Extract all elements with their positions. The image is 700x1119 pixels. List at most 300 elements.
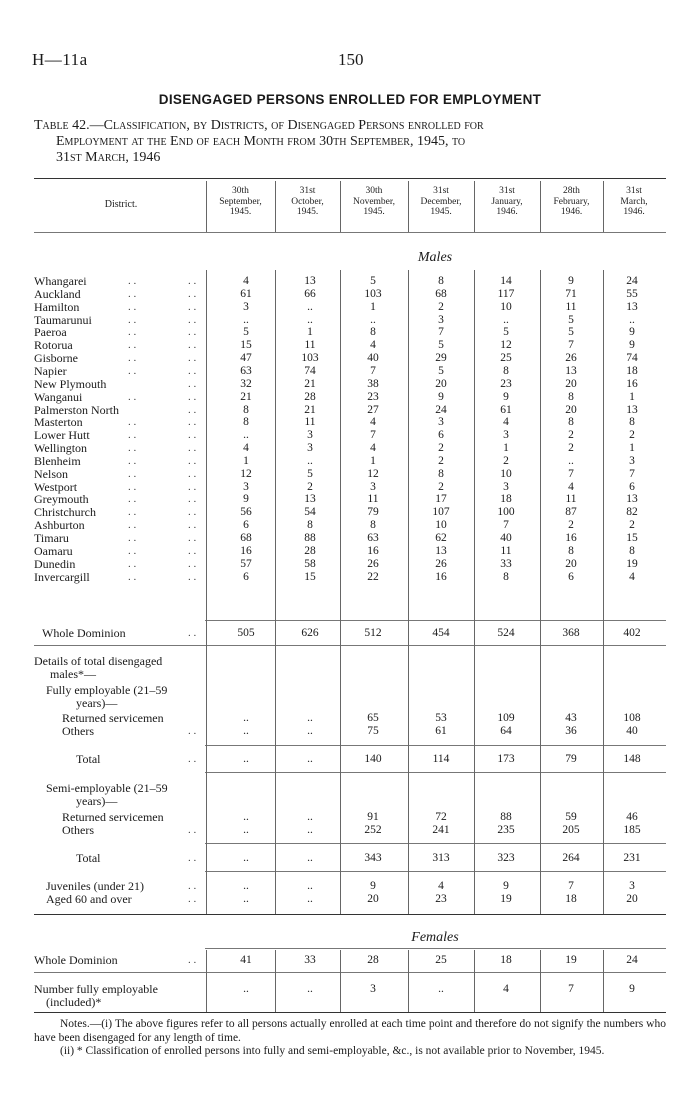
table-cell: 28 (304, 545, 316, 557)
table-cell: 7 (370, 365, 376, 377)
column-header-month (474, 186, 540, 228)
table-row (0, 753, 700, 766)
leader-dots: . . (188, 455, 197, 467)
table-cell: 18 (626, 365, 638, 377)
table-cell: 241 (432, 824, 450, 836)
table-cell: .. (629, 314, 635, 326)
table-cell: 16 (435, 571, 447, 583)
row-label: Whole Dominion (34, 953, 118, 967)
column-header-month (206, 186, 275, 228)
column-header-line: 31st (626, 186, 642, 196)
row-label: Masterton (34, 415, 83, 429)
leader-dots: . . (128, 558, 137, 570)
column-header-line: 1945. (229, 207, 252, 217)
table-row (0, 455, 700, 468)
leader-dots: . . (128, 468, 137, 480)
table-cell: 4 (370, 339, 376, 351)
column-header-line: October, (291, 196, 324, 207)
leader-dots: . . (188, 493, 197, 505)
column-rule (408, 950, 409, 1012)
table-cell: 24 (626, 954, 638, 966)
table-cell: 8 (370, 326, 376, 338)
table-cell: 13 (304, 493, 316, 505)
table-cell: 8 (503, 571, 509, 583)
caption-line-1: Table 42.—Classification, by Districts, of Disengaged Persons enrolled for (34, 118, 484, 133)
table-cell: 368 (562, 627, 580, 639)
table-cell: 20 (565, 404, 577, 416)
table-row (0, 493, 700, 506)
table-cell: 88 (500, 811, 512, 823)
table-cell: 47 (240, 352, 252, 364)
leader-dots: . . (128, 391, 137, 403)
row-label: Ashburton (34, 518, 85, 532)
leader-dots: . . (128, 339, 137, 351)
table-cell: 15 (626, 532, 638, 544)
table-cell: 41 (240, 954, 252, 966)
table-cell: 32 (240, 378, 252, 390)
table-cell: 140 (364, 753, 382, 765)
table-cell: 68 (240, 532, 252, 544)
column-header-line: 30th (232, 186, 249, 196)
column-header-line: 1945. (430, 207, 452, 217)
table-cell: .. (307, 824, 313, 836)
table-cell: 40 (626, 725, 638, 737)
table-cell: 7 (503, 519, 509, 531)
table-row (0, 339, 700, 352)
row-label: Aged 60 and over (46, 892, 132, 906)
detail-label: (included)* (46, 995, 102, 1009)
table-cell: .. (438, 983, 444, 995)
column-header-line: November, (352, 196, 396, 207)
leader-dots: . . (188, 627, 197, 639)
table-cell: 3 (307, 429, 313, 441)
row-label: Oamaru (34, 544, 73, 558)
table-cell: 8 (629, 545, 635, 557)
table-cell: 103 (364, 288, 382, 300)
row-label: Dunedin (34, 557, 76, 571)
table-row (0, 378, 700, 391)
table-cell: 4 (370, 416, 376, 428)
table-cell: 323 (497, 852, 515, 864)
table-row (0, 824, 700, 837)
table-cell: 18 (565, 893, 577, 905)
table-cell: 11 (565, 301, 577, 313)
leader-dots: . . (128, 532, 137, 544)
column-header-line: February, (553, 196, 590, 207)
row-label: Hamilton (34, 300, 80, 314)
table-cell: 18 (500, 493, 512, 505)
table-cell: 148 (623, 753, 641, 765)
table-cell: 59 (565, 811, 577, 823)
table-cell: 5 (438, 365, 444, 377)
table-cell: .. (307, 983, 313, 995)
table-cell: 10 (500, 301, 512, 313)
table-cell: 63 (367, 532, 379, 544)
table-cell: 13 (626, 404, 638, 416)
column-header-line: 31st (299, 186, 316, 196)
table-cell: .. (243, 893, 249, 905)
table-cell: 7 (629, 468, 635, 480)
table-cell: 11 (304, 339, 316, 351)
table-cell: 8 (438, 468, 444, 480)
column-header-line: September, (219, 196, 262, 207)
table-cell: 4 (629, 571, 635, 583)
table-row (0, 983, 700, 996)
table-cell: 4 (438, 880, 444, 892)
table-row (0, 545, 700, 558)
table-row (0, 893, 700, 906)
column-rule (540, 270, 541, 914)
table-row (0, 558, 700, 571)
table-cell: 2 (568, 519, 574, 531)
leader-dots: . . (128, 365, 137, 377)
table-row (0, 627, 700, 640)
table-cell: 9 (629, 339, 635, 351)
table-cell: 20 (565, 378, 577, 390)
column-header-month (408, 186, 474, 228)
row-label: Total (76, 851, 101, 865)
table-cell: 2 (503, 455, 509, 467)
table-row (0, 532, 700, 545)
table-cell: 8 (243, 416, 249, 428)
leader-dots: . . (188, 404, 197, 416)
table-cell: 2 (629, 429, 635, 441)
table-cell: 7 (568, 983, 574, 995)
leader-dots: . . (128, 275, 137, 287)
table-cell: 3 (243, 481, 249, 493)
table-cell: 11 (304, 416, 316, 428)
table-cell: 512 (364, 627, 382, 639)
table-cell: .. (243, 852, 249, 864)
section-heading-males: Males (417, 250, 453, 265)
table-cell: 4 (503, 416, 509, 428)
table-cell: 38 (367, 378, 379, 390)
row-label: New Plymouth (34, 377, 107, 391)
table-cell: 9 (438, 391, 444, 403)
column-header-month (540, 186, 603, 228)
table-cell: 72 (435, 811, 447, 823)
row-label: Rotorua (34, 338, 73, 352)
leader-dots: . . (128, 429, 137, 441)
table-cell: 23 (435, 893, 447, 905)
leader-dots: . . (188, 753, 197, 765)
table-cell: 15 (304, 571, 316, 583)
table-cell: .. (243, 725, 249, 737)
table-cell: 4 (243, 442, 249, 454)
table-cell: 6 (243, 519, 249, 531)
table-cell: 3 (629, 880, 635, 892)
table-cell: 74 (304, 365, 316, 377)
row-label: Blenheim (34, 454, 81, 468)
table-cell: 7 (438, 326, 444, 338)
table-cell: .. (307, 880, 313, 892)
table-cell: 16 (240, 545, 252, 557)
leader-dots: . . (188, 545, 197, 557)
table-cell: 4 (503, 983, 509, 995)
table-row (0, 352, 700, 365)
table-cell: .. (307, 725, 313, 737)
table-cell: 4 (568, 481, 574, 493)
table-cell: 21 (240, 391, 252, 403)
table-cell: 26 (367, 558, 379, 570)
leader-dots: . . (128, 442, 137, 454)
table-cell: 5 (568, 314, 574, 326)
table-cell: .. (307, 314, 313, 326)
table-cell: 23 (367, 391, 379, 403)
table-cell: 13 (435, 545, 447, 557)
table-cell: 21 (304, 378, 316, 390)
table-cell: 27 (367, 404, 379, 416)
leader-dots: . . (188, 365, 197, 377)
table-cell: .. (307, 852, 313, 864)
leader-dots: . . (188, 468, 197, 480)
table-cell: 103 (301, 352, 319, 364)
column-header-month (340, 186, 408, 228)
detail-label: Fully employable (21–59 (46, 683, 168, 697)
table-cell: .. (307, 712, 313, 724)
table-cell: 24 (435, 404, 447, 416)
table-cell: 26 (565, 352, 577, 364)
table-cell: .. (307, 893, 313, 905)
table-cell: 63 (240, 365, 252, 377)
rule-line (205, 948, 666, 949)
row-label: Westport (34, 480, 78, 494)
table-row (0, 519, 700, 532)
table-cell: 8 (568, 545, 574, 557)
note-1: Notes.—(i) The above figures refer to all persons actually enrolled at each time point and therefore do not signify the numbers who have been disengaged for any length of time. (34, 1018, 666, 1044)
row-label: Total (76, 752, 101, 766)
table-cell: 6 (438, 429, 444, 441)
leader-dots: . . (128, 301, 137, 313)
table-cell: 3 (629, 455, 635, 467)
table-cell: 8 (438, 275, 444, 287)
table-cell: 10 (435, 519, 447, 531)
leader-dots: . . (188, 725, 197, 737)
row-label: Nelson (34, 467, 68, 481)
table-cell: 82 (626, 506, 638, 518)
table-cell: 9 (629, 326, 635, 338)
table-cell: .. (370, 314, 376, 326)
table-cell: 6 (243, 571, 249, 583)
table-cell: 10 (500, 468, 512, 480)
table-cell: 2 (438, 455, 444, 467)
table-cell: 313 (432, 852, 450, 864)
table-cell: 46 (626, 811, 638, 823)
table-row (0, 954, 700, 967)
row-label: Others (62, 823, 94, 837)
column-header-district: District. (104, 199, 138, 210)
table-cell: 9 (568, 275, 574, 287)
table-cell: 28 (304, 391, 316, 403)
table-cell: .. (243, 712, 249, 724)
table-row (0, 725, 700, 738)
table-cell: 26 (435, 558, 447, 570)
detail-label: years)— (76, 696, 118, 710)
table-cell: 11 (565, 493, 577, 505)
table-cell: 3 (307, 442, 313, 454)
row-label: Juveniles (under 21) (46, 879, 144, 893)
leader-dots: . . (188, 824, 197, 836)
leader-dots: . . (188, 352, 197, 364)
table-cell: 454 (432, 627, 450, 639)
leader-dots: . . (188, 314, 197, 326)
leader-dots: . . (188, 326, 197, 338)
table-row (0, 468, 700, 481)
row-label: Gisborne (34, 351, 78, 365)
row-label: Returned servicemen (62, 810, 164, 824)
table-cell: .. (307, 301, 313, 313)
leader-dots: . . (128, 326, 137, 338)
leader-dots: . . (188, 275, 197, 287)
table-cell: 6 (629, 481, 635, 493)
row-label: Palmerston North (34, 403, 119, 417)
table-cell: 108 (623, 712, 641, 724)
table-cell: 9 (503, 880, 509, 892)
table-cell: .. (307, 753, 313, 765)
table-cell: 13 (626, 301, 638, 313)
row-label: Others (62, 724, 94, 738)
table-cell: 2 (568, 429, 574, 441)
section-heading-females: Females (411, 930, 459, 945)
column-header-line: 1945. (363, 207, 385, 217)
table-cell: 12 (367, 468, 379, 480)
table-cell: 20 (367, 893, 379, 905)
table-cell: 79 (367, 506, 379, 518)
table-cell: 505 (237, 627, 255, 639)
table-cell: 8 (370, 519, 376, 531)
table-cell: 3 (503, 481, 509, 493)
leader-dots: . . (128, 571, 137, 583)
table-cell: 1 (370, 455, 376, 467)
leader-dots: . . (188, 301, 197, 313)
table-cell: 43 (565, 712, 577, 724)
table-cell: 4 (370, 442, 376, 454)
table-cell: 40 (500, 532, 512, 544)
column-header-line: 1946. (496, 207, 518, 217)
table-cell: 8 (629, 416, 635, 428)
rule-line (34, 178, 666, 179)
table-cell: 20 (435, 378, 447, 390)
table-cell: 75 (367, 725, 379, 737)
column-header-line: 31st (433, 186, 449, 196)
table-cell: 7 (568, 880, 574, 892)
table-cell: 62 (435, 532, 447, 544)
table-cell: 20 (626, 893, 638, 905)
table-cell: 3 (503, 429, 509, 441)
leader-dots: . . (188, 378, 197, 390)
table-cell: 109 (497, 712, 515, 724)
table-cell: 13 (304, 275, 316, 287)
leader-dots: . . (188, 880, 197, 892)
table-row (0, 571, 700, 584)
table-cell: 15 (240, 339, 252, 351)
leader-dots: . . (128, 352, 137, 364)
table-cell: 87 (565, 506, 577, 518)
leader-dots: . . (188, 893, 197, 905)
table-cell: 28 (367, 954, 379, 966)
table-caption (34, 118, 670, 166)
leader-dots: . . (188, 391, 197, 403)
table-cell: .. (243, 429, 249, 441)
table-cell: 3 (243, 301, 249, 313)
row-label: Auckland (34, 287, 81, 301)
table-row (0, 506, 700, 519)
table-cell: 61 (435, 725, 447, 737)
row-label: Napier (34, 364, 67, 378)
leader-dots: . . (128, 314, 137, 326)
column-header-line: 30th (365, 186, 383, 196)
leader-dots: . . (188, 506, 197, 518)
table-cell: 19 (626, 558, 638, 570)
table-cell: 2 (307, 481, 313, 493)
table-row (0, 288, 700, 301)
table-cell: 17 (435, 493, 447, 505)
table-cell: 4 (243, 275, 249, 287)
rule-line (34, 914, 666, 915)
table-cell: 16 (367, 545, 379, 557)
row-label: Invercargill (34, 570, 90, 584)
table-cell: 55 (626, 288, 638, 300)
table-cell: 185 (623, 824, 641, 836)
table-cell: 13 (565, 365, 577, 377)
table-cell: 56 (240, 506, 252, 518)
table-cell: 7 (370, 429, 376, 441)
leader-dots: . . (188, 288, 197, 300)
table-cell: .. (243, 314, 249, 326)
table-cell: 8 (568, 416, 574, 428)
column-rule (275, 270, 276, 914)
table-cell: 23 (500, 378, 512, 390)
table-cell: 16 (565, 532, 577, 544)
table-cell: 173 (497, 753, 515, 765)
table-cell: 40 (367, 352, 379, 364)
table-cell: 235 (497, 824, 515, 836)
table-cell: 12 (500, 339, 512, 351)
table-cell: 79 (565, 753, 577, 765)
table-cell: 61 (500, 404, 512, 416)
table-cell: .. (243, 880, 249, 892)
row-label: Whangarei (34, 274, 87, 288)
leader-dots: . . (128, 545, 137, 557)
page-number: 150 (338, 50, 364, 69)
table-cell: 1 (370, 301, 376, 313)
table-cell: 402 (623, 627, 641, 639)
table-cell: 3 (370, 983, 376, 995)
table-cell: 2 (568, 442, 574, 454)
row-label: Christchurch (34, 505, 96, 519)
table-row (0, 326, 700, 339)
leader-dots: . . (188, 442, 197, 454)
table-cell: .. (568, 455, 574, 467)
row-label: Timaru (34, 531, 69, 545)
table-cell: 9 (370, 880, 376, 892)
table-cell: 29 (435, 352, 447, 364)
table-cell: 24 (626, 275, 638, 287)
table-cell: 11 (500, 545, 512, 557)
leader-dots: . . (128, 519, 137, 531)
table-cell: 22 (367, 571, 379, 583)
table-cell: 20 (565, 558, 577, 570)
table-cell: 5 (307, 468, 313, 480)
table-cell: 114 (432, 753, 450, 765)
row-label: Wellington (34, 441, 88, 455)
table-cell: 7 (568, 468, 574, 480)
table-cell: 54 (304, 506, 316, 518)
table-cell: 8 (307, 519, 313, 531)
page-header-code: H—11a (32, 50, 88, 69)
column-rule (206, 950, 207, 1012)
table-row (0, 712, 700, 725)
